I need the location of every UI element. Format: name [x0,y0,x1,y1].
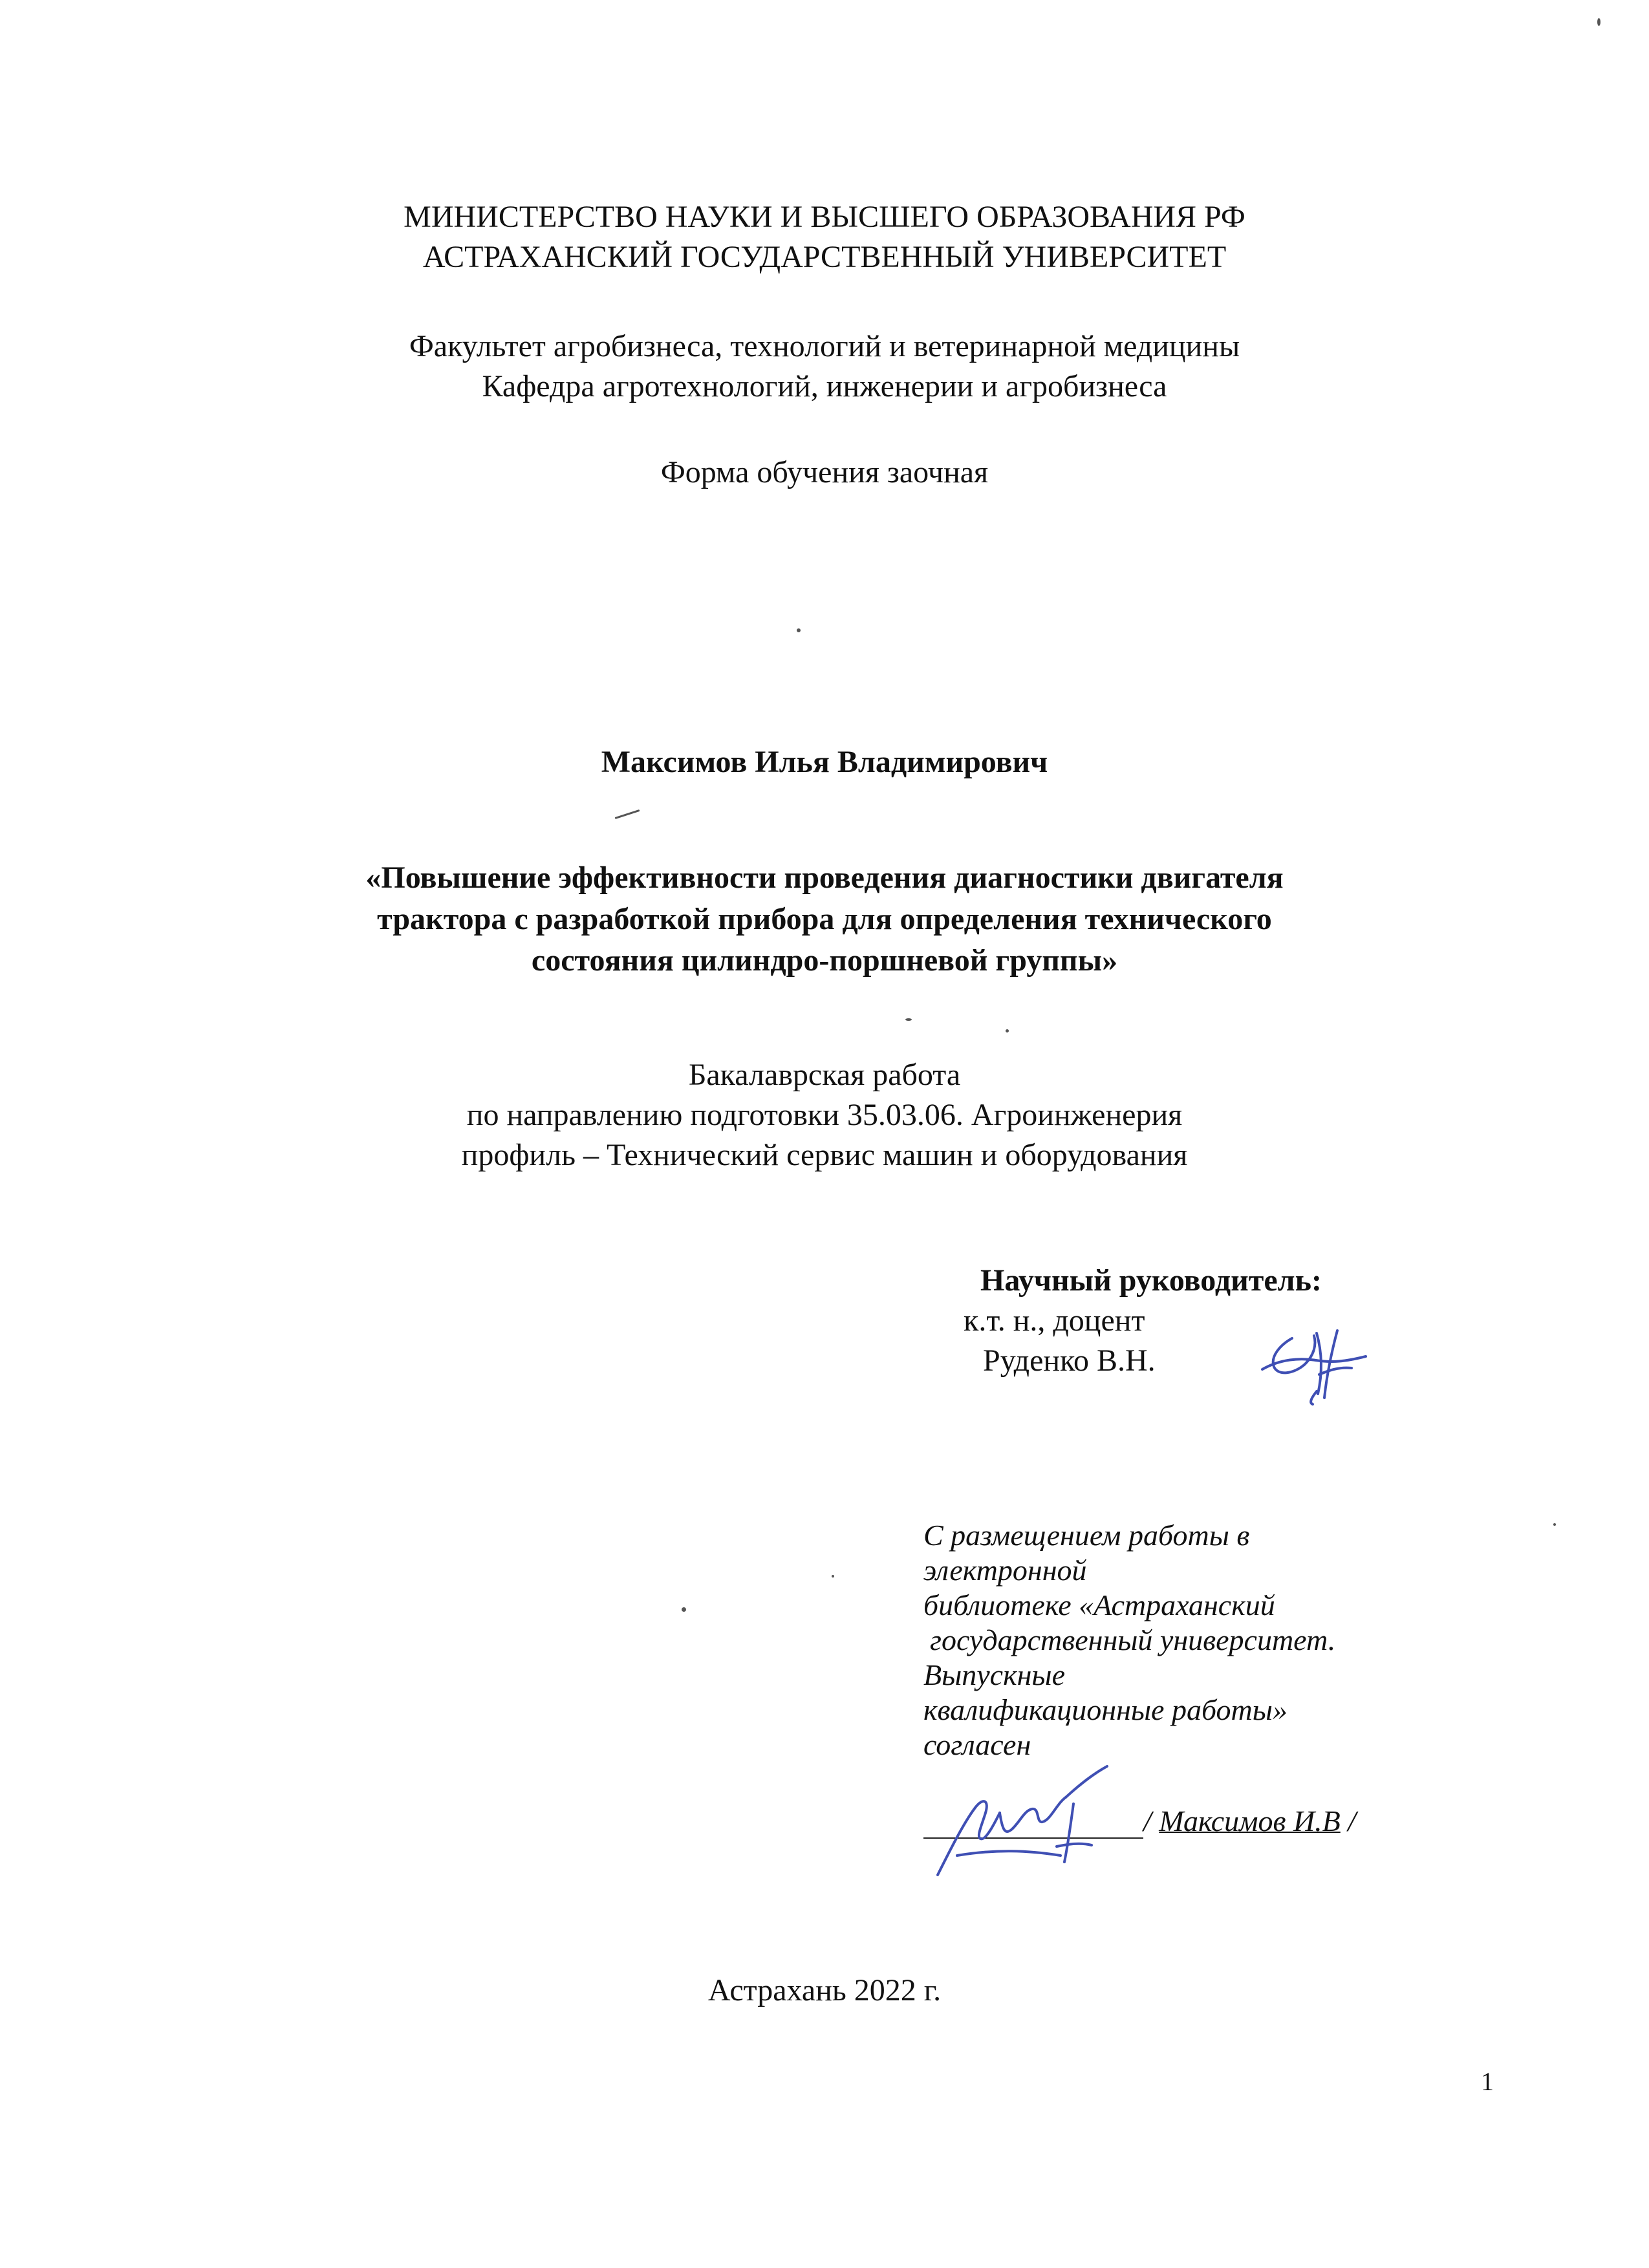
consent-line: Выпускные [923,1658,1065,1691]
supervisor-degree: к.т. н., доцент [964,1303,1145,1338]
page-number: 1 [1481,2067,1494,2096]
scan-speck [905,1018,912,1021]
signature-closing: / [1348,1804,1357,1837]
supervisor-heading: Научный руководитель: [980,1263,1322,1298]
scan-speck [1553,1523,1556,1526]
scan-speck [797,628,801,632]
library-consent-block [923,1518,1415,1762]
header-faculty-block [0,326,1649,407]
student-signature [918,1759,1132,1888]
ministry-name: МИНИСТЕРСТВО НАУКИ И ВЫСШЕГО ОБРАЗОВАНИЯ РФ [404,200,1245,234]
scan-speck [1597,18,1600,26]
work-description [0,1055,1649,1175]
scan-speck [832,1575,834,1578]
faculty-name: Факультет агробизнеса, технологий и ветеринарной медицины [409,329,1240,363]
consent-line: библиотеке «Астраханский [923,1589,1275,1621]
thesis-title-line: состояния цилиндро-поршневой группы» [531,943,1118,978]
scan-speck [682,1607,686,1612]
student-name: Максимов И.В [1159,1804,1341,1837]
thesis-title [0,857,1649,981]
scan-speck [615,809,640,819]
author-name: Максимов Илья Владимирович [601,745,1048,779]
thesis-title-line: «Повышение эффективности проведения диагностики двигателя [365,861,1284,895]
work-direction: по направлению подготовки 35.03.06. Агроинженерия [466,1098,1183,1132]
signature-separator: / [1143,1804,1152,1837]
consent-line: С размещением работы в [923,1519,1250,1552]
consent-line: электронной [923,1554,1087,1587]
consent-line: согласен [923,1728,1031,1761]
work-type: Бакалаврская работа [688,1058,961,1092]
supervisor-name: Руденко В.Н. [983,1343,1156,1378]
department-name: Кафедра агротехнологий, инженерии и агробизнеса [482,369,1167,403]
work-profile: профиль – Технический сервис машин и оборудования [461,1138,1188,1172]
study-form: Форма обучения заочная [660,455,989,489]
consent-line: квалификационные работы» [923,1693,1288,1726]
scan-speck [1006,1029,1009,1032]
consent-line: государственный университет. [930,1623,1336,1656]
header-ministry-block [0,197,1649,277]
university-name: АСТРАХАНСКИЙ ГОСУДАРСТВЕННЫЙ УНИВЕРСИТЕТ [422,240,1227,274]
city-year: Астрахань 2022 г. [707,1973,942,2007]
supervisor-signature [1255,1319,1377,1409]
thesis-title-line: трактора с разработкой прибора для определения технического [377,902,1272,936]
